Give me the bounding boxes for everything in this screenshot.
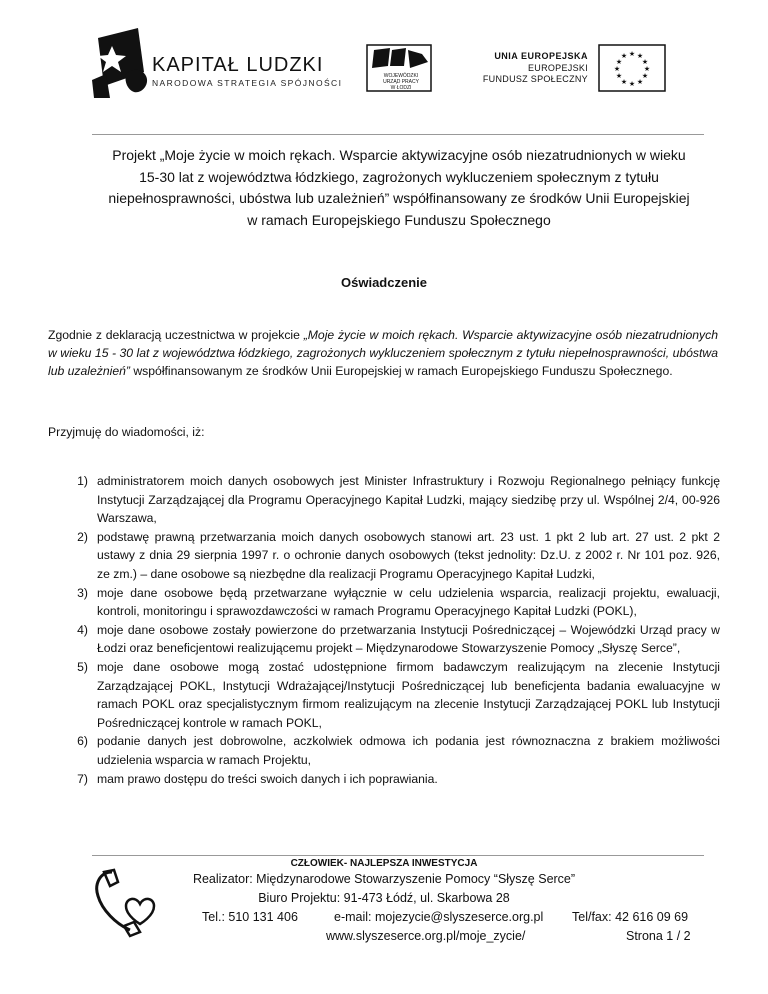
wojewodzki-line: URZĄD PRACY — [383, 79, 419, 85]
intro-italic: „Moje życie w moich rękach. Wsparcie aktywizacyjne osób niezatrudnionych w wieku 15 - 30 lat z województwa łódzkiego, zagrożonych wykluczeniem społecznym z tytułu niepełnosprawności, ubóstwa lub uzależnień” — [48, 328, 718, 378]
header-divider — [92, 134, 704, 135]
wojewodzki-line: W ŁODZI — [390, 85, 412, 91]
footer-fax: Tel/fax: 42 616 09 69 — [572, 910, 689, 924]
page-number: Strona 1 / 2 — [626, 929, 691, 943]
footer-email[interactable]: e-mail: mojezycie@slyszeserce.org.pl — [334, 910, 544, 924]
svg-text:★: ★ — [615, 58, 623, 66]
wojewodzki-line: WOJEWÓDZKI — [383, 73, 419, 79]
footer-address: Biuro Projektu: 91-473 Łódź, ul. Skarbowa 28 — [258, 891, 510, 905]
list-item — [48, 584, 720, 621]
list-text: administratorem moich danych osobowych jest Minister Infrastruktury i Rozwoju Regionalnego pełniący funkcję Instytucji Zarządzającej dla Programu Operacyjnego Kapitał Ludzki, mający siedzibę przy ul. Wspólnej 2/4, 00-926 Warszawa, — [97, 474, 720, 526]
footer-divider — [92, 855, 704, 856]
project-line: niepełnosprawności, ubóstwa lub uzależnień” współfinansowany ze środków Unii Europejskiej — [108, 190, 690, 206]
list-text: mam prawo dostępu do treści swoich danych i ich poprawiania. — [97, 771, 438, 786]
list-number: 2) — [77, 529, 88, 544]
list-number: 6) — [77, 734, 88, 749]
list-item — [48, 658, 720, 732]
ue-subtitle-2: FUNDUSZ SPOŁECZNY — [482, 74, 588, 84]
svg-text:★: ★ — [641, 58, 649, 66]
list-text: podstawę prawną przetwarzania moich danych osobowych stanowi art. 23 ust. 1 pkt 2 lub art. 27 ust. 2 pkt 2 ustawy z dnia 29 sierpnia 1997 r. o ochronie danych osobowych (tekst jednolity: Dz.U. z 2002 r. Nr 101 poz. 926, ze zm.) – dane osobowe są niezbędne dla realizacji Programu Operacyjnego Kapitał Ludzki, — [97, 529, 720, 581]
footer-slogan: CZŁOWIEK- NAJLEPSZA INWESTYCJA — [290, 858, 478, 869]
project-line: 15-30 lat z województwa łódzkiego, zagrożonych wykluczeniem społecznym z tytułu — [139, 168, 659, 185]
footer-realizator: Realizator: Międzynarodowe Stowarzyszenie Pomocy “Słyszę Serce” — [192, 872, 576, 886]
list-text: moje dane osobowe zostały powierzone do przetwarzania Instytucji Pośredniczącej – Wojewódzki Urząd pracy w Łodzi oraz beneficjentowi realizującemu projekt – Międzynarodowe Stowarzyszenie Pomocy „Słyszę Serce”, — [97, 622, 720, 656]
project-line: Projekt „Moje życie w moich rękach. Wsparcie aktywizacyjne osób niezatrudnionych w wieku — [112, 147, 686, 163]
list-number: 1) — [77, 474, 88, 488]
list-text: podanie danych jest dobrowolne, aczkolwiek odmowa ich podania jest równoznaczna z brakiem możliwości udzielenia wsparcia w ramach Projektu, — [97, 734, 720, 767]
svg-text:★: ★ — [636, 52, 644, 60]
svg-text:★: ★ — [628, 50, 636, 58]
project-line: w ramach Europejskiego Funduszu Społecznego — [247, 211, 551, 228]
list-item — [48, 732, 720, 769]
list-number: 7) — [77, 771, 88, 786]
svg-text:★: ★ — [641, 72, 649, 80]
list-item — [48, 528, 720, 584]
consent-list — [48, 472, 720, 788]
svg-text:★: ★ — [628, 80, 636, 88]
list-number: 5) — [77, 659, 88, 674]
svg-text:★: ★ — [620, 78, 628, 86]
list-item — [48, 472, 720, 528]
intro-tail: współfinansowanym ze środków Unii Europejskiej w ramach Europejskiego Funduszu Społecznego. — [129, 364, 673, 378]
list-item — [48, 770, 720, 789]
accept-statement: Przyjmuję do wiadomości, iż: — [48, 425, 205, 439]
svg-text:★: ★ — [620, 52, 628, 60]
document-title: Oświadczenie — [341, 275, 427, 290]
list-number: 4) — [77, 622, 88, 637]
intro-paragraph — [48, 326, 718, 380]
project-title — [96, 145, 702, 231]
list-item — [48, 621, 720, 658]
footer-phone: Tel.: 510 131 406 — [202, 910, 298, 924]
kapital-ludzki-subtitle: NARODOWA STRATEGIA SPÓJNOŚCI — [152, 78, 343, 88]
svg-text:★: ★ — [613, 65, 621, 73]
svg-text:★: ★ — [643, 65, 651, 73]
footer-website-link[interactable]: www.slyszeserce.org.pl/moje_zycie/ — [326, 929, 526, 943]
kapital-ludzki-title: KAPITAŁ LUDZKI — [152, 54, 324, 76]
wojewodzki-urzad-text — [372, 73, 430, 91]
svg-text:★: ★ — [615, 72, 623, 80]
ue-subtitle-1: EUROPEJSKI — [527, 63, 588, 73]
intro-lead: Zgodnie z deklaracją uczestnictwa w projekcie — [48, 328, 304, 342]
ue-title: UNIA EUROPEJSKA — [494, 51, 588, 61]
eu-flag-icon — [598, 44, 666, 92]
list-number: 3) — [77, 585, 88, 600]
list-text: moje dane osobowe będą przetwarzane wyłącznie w celu udzielenia wsparcia, realizacji projektu, ewaluacji, kontroli, monitoringu i sprawozdawczości w ramach Programu Operacyjnego Kapitał Ludzki (POKL), — [97, 585, 720, 619]
list-text: moje dane osobowe mogą zostać udostępnione firmom badawczym realizującym na zlecenie Instytucji Zarządzającej POKL, Instytucji Wdrażającej/Instytucji Pośredniczącej lub beneficjenta badania ewaluacyjne w ramach POKL oraz specjalistycznym firmom realizującym na zlecenie Instytucji Zarządzającej POKL lub Instytucji Pośredniczącej kontrole w ramach POKL, — [97, 659, 720, 730]
svg-text:★: ★ — [636, 78, 644, 86]
